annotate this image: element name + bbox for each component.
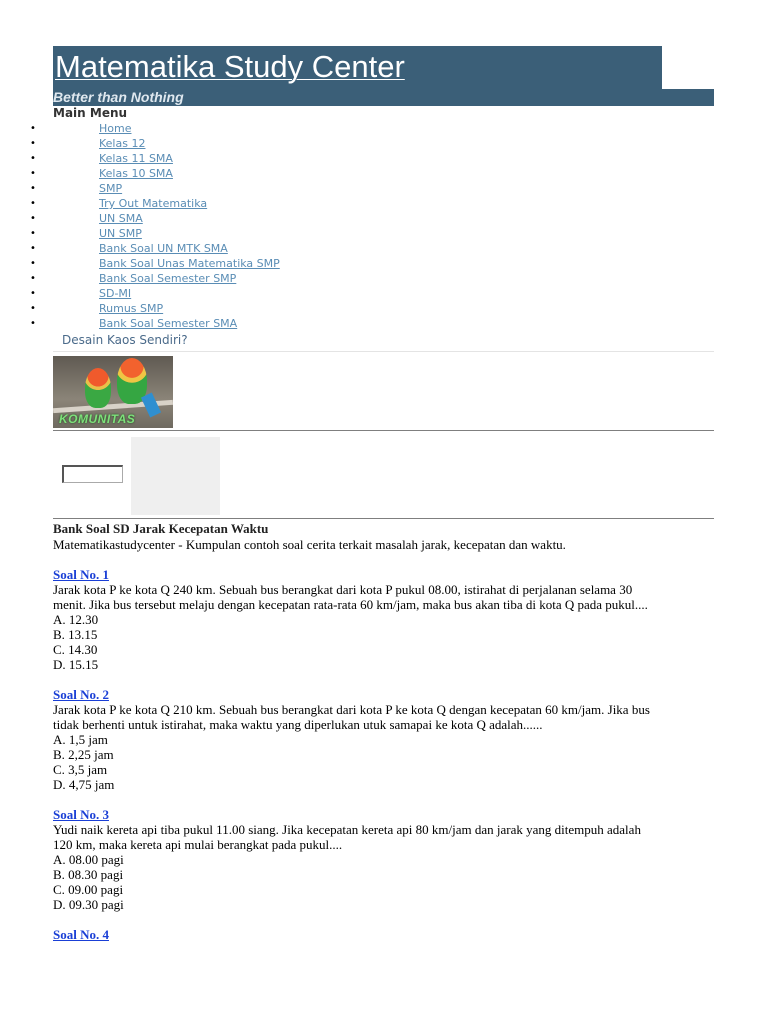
question-1-title-link[interactable]: Soal No. 1 <box>53 567 109 582</box>
page-wrapper <box>30 46 714 942</box>
bullet-icon: • <box>30 198 36 209</box>
bullet-icon: • <box>30 168 36 179</box>
bullet-icon: • <box>30 213 36 224</box>
question-2-text: Jarak kota P ke kota Q 210 km. Sebuah bus berangkat dari kota P ke kota Q dengan kecepatan 60 km/jam. Jika bus tidak berhenti untuk istirahat, maka waktu yang diperlukan utuk samapai ke kota Q adalah...... <box>53 702 650 732</box>
menu-item-rumus-smp <box>30 301 714 316</box>
menu-link-bank-soal-un-mtk-sma[interactable]: Bank Soal UN MTK SMA <box>99 242 228 255</box>
menu-item-kelas-10 <box>30 166 714 181</box>
bullet-icon: • <box>30 303 36 314</box>
divider <box>53 518 714 519</box>
question-2-option-c: C. 3,5 jam <box>53 762 108 777</box>
question-3-title-link[interactable]: Soal No. 3 <box>53 807 109 822</box>
site-title[interactable]: Matematika Study Center <box>55 49 405 84</box>
search-area <box>53 431 714 518</box>
bullet-icon: • <box>30 183 36 194</box>
question-1-option-b: B. 13.15 <box>53 627 98 642</box>
menu-link-un-smp[interactable]: UN SMP <box>99 227 142 240</box>
site-tagline: Better than Nothing <box>53 89 184 105</box>
question-3-option-d: D. 09.30 pagi <box>53 897 124 912</box>
parrot-tail-image <box>141 392 161 417</box>
header-banner <box>53 46 662 89</box>
menu-item-bank-soal-semester-sma <box>30 316 714 331</box>
komunitas-logo-text: KOMUNITAS <box>59 412 136 426</box>
question-1-option-a: A. 12.30 <box>53 612 99 627</box>
menu-item-sd-mi <box>30 286 714 301</box>
question-2-option-b: B. 2,25 jam <box>53 747 114 762</box>
menu-item-kelas-12 <box>30 136 714 151</box>
menu-item-bank-soal-unas-smp <box>30 256 714 271</box>
menu-item-bank-soal-un-mtk-sma <box>30 241 714 256</box>
question-1 <box>53 567 714 672</box>
bullet-icon: • <box>30 273 36 284</box>
question-1-option-d: D. 15.15 <box>53 657 99 672</box>
bullet-icon: • <box>30 318 36 329</box>
main-menu <box>30 121 714 331</box>
question-4-title-link[interactable]: Soal No. 4 <box>53 927 109 942</box>
question-2-option-d: D. 4,75 jam <box>53 777 115 792</box>
tagline-bar <box>53 89 714 106</box>
bullet-icon: • <box>30 258 36 269</box>
menu-link-kelas-12[interactable]: Kelas 12 <box>99 137 146 150</box>
komunitas-parrot-banner[interactable] <box>53 356 173 428</box>
question-2-title-link[interactable]: Soal No. 2 <box>53 687 109 702</box>
divider <box>53 351 714 352</box>
question-3-option-a: A. 08.00 pagi <box>53 852 124 867</box>
article <box>53 521 714 942</box>
menu-link-try-out[interactable]: Try Out Matematika <box>99 197 208 210</box>
question-4 <box>53 927 714 942</box>
bullet-icon: • <box>30 228 36 239</box>
ad-placeholder-box <box>131 437 220 515</box>
parrot-left-image <box>85 368 111 408</box>
menu-link-home[interactable]: Home <box>99 122 132 135</box>
bullet-icon: • <box>30 138 36 149</box>
menu-item-un-sma <box>30 211 714 226</box>
menu-item-smp <box>30 181 714 196</box>
menu-link-kelas-11[interactable]: Kelas 11 SMA <box>99 152 173 165</box>
menu-item-kelas-11 <box>30 151 714 166</box>
menu-item-try-out <box>30 196 714 211</box>
bullet-icon: • <box>30 243 36 254</box>
bullet-icon: • <box>30 123 36 134</box>
question-1-text: Jarak kota P ke kota Q 240 km. Sebuah bus berangkat dari kota P pukul 08.00, istirahat di perjalanan selama 30 menit. Jika bus tersebut melaju dengan kecepatan rata-rata 60 km/jam, maka bus akan tiba di kota Q pada pukul.... <box>53 582 648 612</box>
menu-link-smp[interactable]: SMP <box>99 182 123 195</box>
question-3-option-b: B. 08.30 pagi <box>53 867 124 882</box>
menu-link-sd-mi[interactable]: SD-MI <box>99 287 132 300</box>
menu-link-bank-soal-unas-smp[interactable]: Bank Soal Unas Matematika SMP <box>99 257 280 270</box>
question-3 <box>53 807 714 912</box>
question-1-option-c: C. 14.30 <box>53 642 98 657</box>
menu-link-un-sma[interactable]: UN SMA <box>99 212 143 225</box>
menu-link-kelas-10[interactable]: Kelas 10 SMA <box>99 167 173 180</box>
search-input[interactable] <box>62 465 123 483</box>
question-2 <box>53 687 714 792</box>
menu-item-home <box>30 121 714 136</box>
menu-item-un-smp <box>30 226 714 241</box>
menu-link-bank-soal-semester-smp[interactable]: Bank Soal Semester SMP <box>99 272 237 285</box>
menu-link-rumus-smp[interactable]: Rumus SMP <box>99 302 164 315</box>
post-title: Bank Soal SD Jarak Kecepatan Waktu <box>53 521 269 536</box>
menu-link-bank-soal-semester-sma[interactable]: Bank Soal Semester SMA <box>99 317 238 330</box>
ad-link-desain-kaos[interactable]: Desain Kaos Sendiri? <box>62 333 188 347</box>
menu-item-bank-soal-semester-smp <box>30 271 714 286</box>
bullet-icon: • <box>30 288 36 299</box>
question-3-text: Yudi naik kereta api tiba pukul 11.00 siang. Jika kecepatan kereta api 80 km/jam dan jarak yang ditempuh adalah 120 km, maka kereta api mulai berangkat pada pukul.... <box>53 822 641 852</box>
question-3-option-c: C. 09.00 pagi <box>53 882 124 897</box>
main-menu-title: Main Menu <box>53 106 128 120</box>
post-intro: Matematikastudycenter - Kumpulan contoh soal cerita terkait masalah jarak, kecepatan dan waktu. <box>53 537 566 552</box>
question-2-option-a: A. 1,5 jam <box>53 732 108 747</box>
bullet-icon: • <box>30 153 36 164</box>
